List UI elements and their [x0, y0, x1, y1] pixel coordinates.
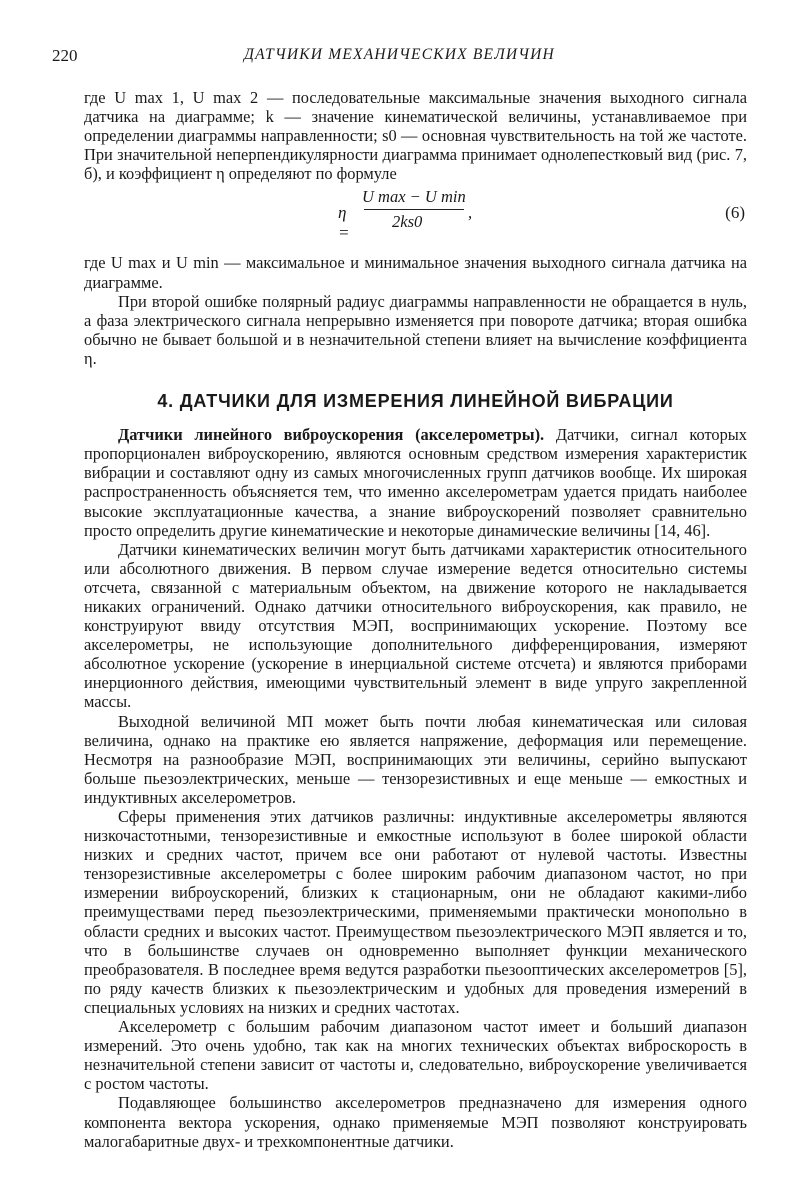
paragraph-range: Акселерометр с большим рабочим диапазоном частот имеет и больший диапазон измерений. Это очень удобно, так как на многих технических объектах виброскорость в незначительной степени зависит от частоты и, следовательно, виброускорение увеличивается с ростом частоты.	[84, 1017, 747, 1094]
formula-comma: ,	[468, 203, 473, 223]
paragraph-lead-rest: Датчики, сигнал которых пропорционален виброускорению, являются основным средством измерения характеристик вибрации и составляют одну из самых многочисленных групп датчиков вообще. Их широкая распространенность объясняется тем, что именно акселерометрам удается придать наиболее высокие эксплуатационные качества, а знание виброускорений позволяет сравнительно просто определить другие кинематические и некоторые динамические величины [14, 46].	[84, 425, 747, 540]
page-header	[52, 46, 747, 68]
section-title: 4. ДАТЧИКИ ДЛЯ ИЗМЕРЕНИЯ ЛИНЕЙНОЙ ВИБРАЦИИ	[157, 391, 674, 412]
formula-denominator: 2ks0	[392, 212, 423, 232]
paragraph-output: Выходной величиной МП может быть почти любая кинематическая или силовая величина, однако на практике ею является напряжение, деформация или перемещение. Несмотря на разнообразие МЭП, воспринимающих эти величины, серийно выпускают больше пьезоэлектрических, меньше — тензорезистивных и еще меньше — емкостных и индуктивных акселерометров.	[84, 711, 747, 807]
running-title: ДАТЧИКИ МЕХАНИЧЕСКИХ ВЕЛИЧИН	[244, 46, 555, 63]
paragraph-second-error: При второй ошибке полярный радиус диаграммы направленности не обращается в нуль, а фаза электрического сигнала непрерывно изменяется при повороте датчика; вторая ошибка обычно не бывает большой и в незначительной степени влияет на вычисление коэффициента η.	[84, 291, 747, 368]
fraction-bar	[364, 209, 464, 210]
formula-numerator: U max − U min	[362, 187, 466, 207]
paragraph-umax-umin: где U max и U min — максимальное и минимальное значения выходного сигнала датчика на диаграмме.	[84, 253, 747, 292]
formula-6	[84, 187, 747, 245]
page-body	[84, 88, 747, 1151]
page-number: 220	[52, 46, 78, 65]
paragraph-application: Сферы применения этих датчиков различны: индуктивные акселерометры являются низкочастотными, тензорезистивные и емкостные используют в более широкой области низких и средних частот, причем все они работают от нулевой частоты. Известны тензорезистивные акселерометры с более широким рабочим диапазоном частот, но при измерении виброускорений, близких к стационарным, они не обладают какими-либо преимуществами перед пьезоэлектрическими, применяемыми практически монопольно в области средних и высоких частот. Преимуществом пьезоэлектрического МЭП является и то, что в большинстве случаев он одновременно выполняет функции механического преобразователя. В последнее время ведутся разработки пьезооптических акселерометров [5], по ряду качеств близких к пьезоэлектрическим и удобных для проведения измерений в специальных условиях на низких и средних частотах.	[84, 807, 747, 1017]
formula-lhs: η =	[338, 203, 350, 242]
paragraph-components: Подавляющее большинство акселерометров предназначено для измерения одного компонента вектора ускорения, однако применяемые МЭП позволяют конструировать малогабаритные двух- и трехкомпонентные датчики.	[84, 1093, 747, 1151]
paragraph-kinematic: Датчики кинематических величин могут быть датчиками характеристик относительного или абсолютного движения. В первом случае измерение ведется относительно системы отсчета, связанной с материальным объектом, на движение которого не накладывается никаких ограничений. Однако датчики относительного виброускорения, как правило, не конструируют ввиду отсутствия МЭП, воспринимающих ускорение. Поэтому все акселерометры, не использующие дополнительного дифференцирования, измеряют абсолютное ускорение (ускорение в инерциальной системе отсчета) и являются приборами инерционного действия, имеющими чувствительный элемент в виде упруго закрепленной массы.	[84, 539, 747, 712]
paragraph-lead: Датчики линейного виброускорения (акселерометры).	[118, 425, 545, 445]
equation-number: (6)	[725, 203, 745, 223]
paragraph-variables: где U max 1, U max 2 — последовательные максимальные значения выходного сигнала датчика на диаграмме; k — значение кинематической величины, устанавливаемое при определении диаграммы направленности; s0 — основная чувствительность на той же частоте. При значительной неперпендикулярности диаграмма принимает однолепестковый вид (рис. 7, б), и коэффициент η определяют по формуле	[84, 88, 747, 184]
paragraph-accelerometers	[84, 425, 747, 540]
